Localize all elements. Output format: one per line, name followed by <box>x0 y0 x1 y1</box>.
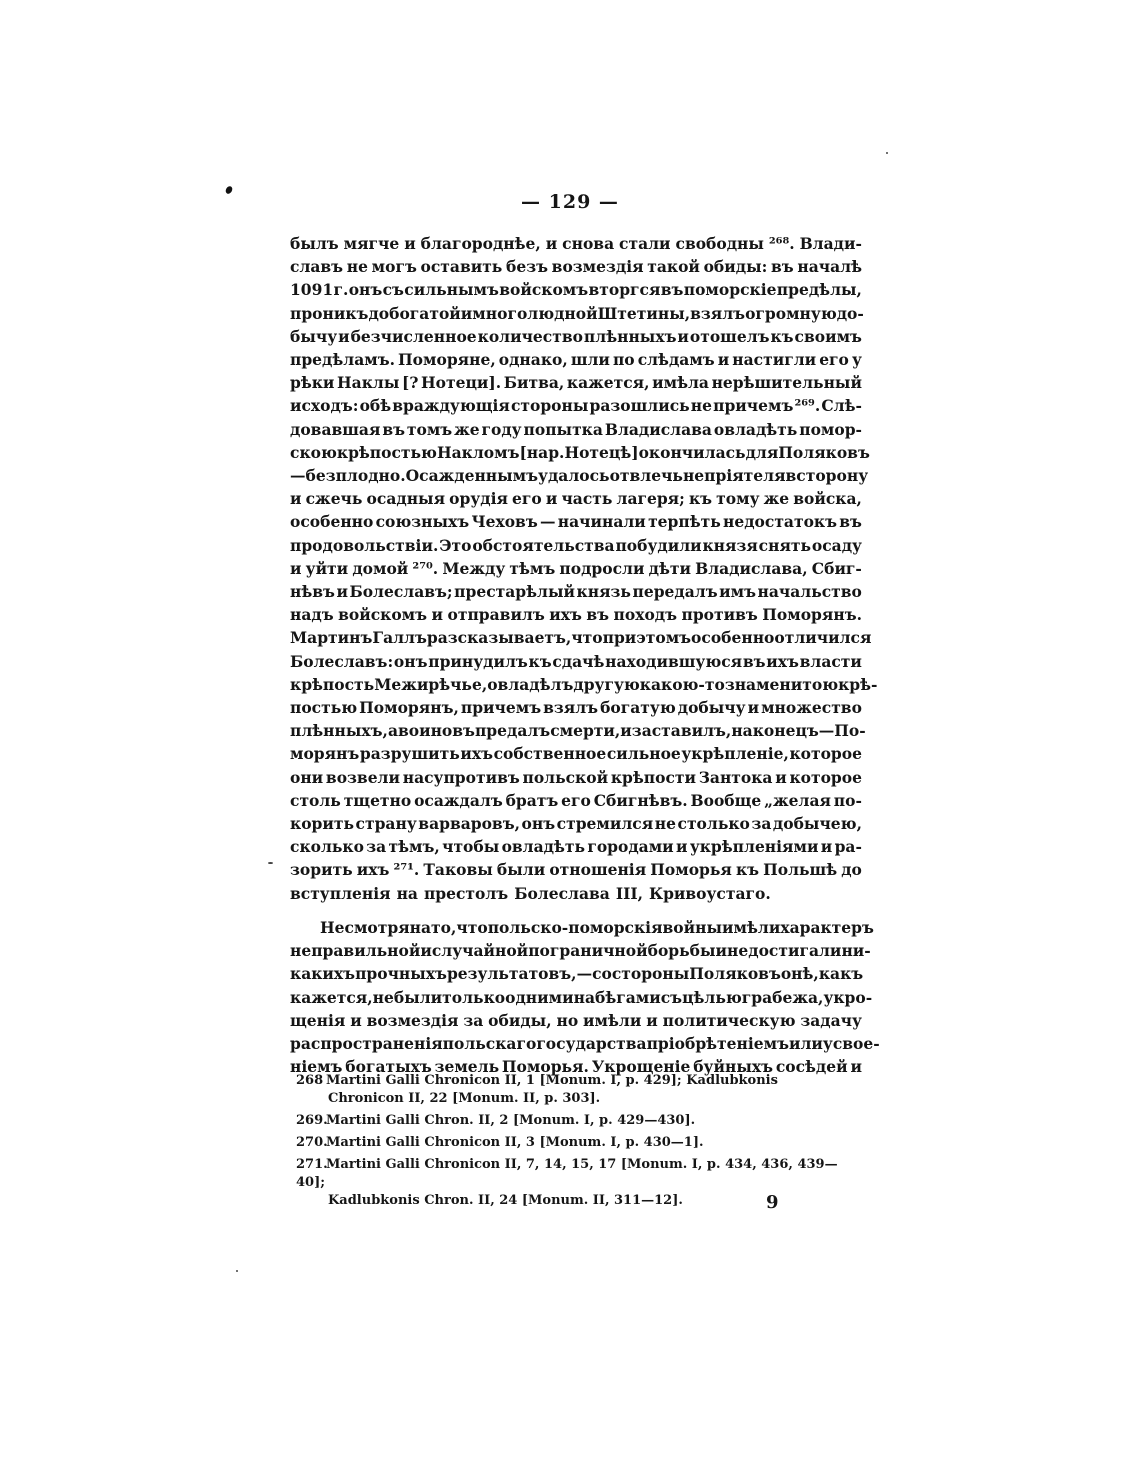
text-line: крѣпость Межирѣчье, овладѣлъ другую какою-то знаменитою крѣ- <box>290 674 878 694</box>
footnote-number: 270. <box>296 1135 328 1150</box>
text-line: постью Поморянъ, причемъ взялъ богатую добычу и множество <box>290 698 862 718</box>
text-line: Болеславъ: онъ принудилъ къ сдачѣ находившуюся въ ихъ власти <box>290 651 862 671</box>
page-number: — 129 — <box>521 191 619 213</box>
text-line: славъ не могъ оставить безъ возмездія такой обиды: въ началѣ <box>290 257 862 277</box>
paragraph-1 <box>290 232 878 905</box>
text-line: неправильной и случайной пограничной борьбы и недостигали ни- <box>290 941 871 961</box>
paragraph-2 <box>290 916 880 1078</box>
footnote-number: 268 <box>296 1073 324 1088</box>
text-line: проникъ до богатой и многолюдной Штетины, взялъ огромную до- <box>290 303 864 323</box>
signature-mark: 9 <box>766 1192 779 1213</box>
text-line: и сжечь осадныя орудія его и часть лагеря; къ тому же войска, <box>290 489 862 509</box>
scan-speck <box>236 1270 238 1272</box>
footnote <box>296 1072 862 1108</box>
text-line: былъ мягче и благороднѣе, и снова стали свободны ²⁶⁸. Влади- <box>290 234 862 253</box>
text-line: нѣвъ и Болеславъ; престарѣлый князь передалъ имъ начальство <box>290 582 862 602</box>
text-line: и уйти домой ²⁷⁰. Между тѣмъ подросли дѣти Владислава, Сбиг- <box>290 558 862 578</box>
text-line: — безплодно. Осажденнымъ удалось отвлечь непріятеля всторону <box>290 466 869 486</box>
footnote <box>296 1112 862 1130</box>
text-line: кажется, не были только одними набѣгами съ цѣлью грабежа, укро- <box>290 987 873 1007</box>
text-line: щенія и возмездія за обиды, но имѣли и политическую задачу <box>290 1010 862 1030</box>
text-line: вступленія на престолъ Болеслава III, Кривоустаго. <box>290 883 771 903</box>
text-line: Мартинъ Галлъ разсказываетъ, что при этомъ особенно отличился <box>290 628 872 648</box>
footnote-text: Martini Galli Chron. II, 2 [Monum. I, p. 429—430]. <box>326 1113 696 1128</box>
text-line: исходъ: обѣ враждующія стороны разошлись не причемъ ²⁶⁹. Слѣ- <box>290 396 862 416</box>
text-line: надъ войскомъ и отправилъ ихъ въ походъ противъ Поморянъ. <box>290 605 862 625</box>
text-line: сколько за тѣмъ, чтобы овладѣть городами и укрѣпленіями и ра- <box>290 837 862 857</box>
text-line: бычу и безчисленное количество плѣнныхъ и отошелъ къ своимъ <box>290 326 862 346</box>
footnote-text: Kadlubkonis Chron. II, 24 [Monum. II, 311—12]. <box>328 1193 683 1208</box>
text-line: какихъ прочныхъ результатовъ, — со стороны Поляковъ онѣ, какъ <box>290 964 864 984</box>
text-line: рѣки Наклы [? Нотеци]. Битва, кажется, имѣла нерѣшительный <box>290 373 862 393</box>
text-line: 1091 г. онъ съ сильнымъ войскомъ вторгся въ поморскіе предѣлы, <box>290 280 862 300</box>
text-line: предѣламъ. Поморяне, однако, шли по слѣдамъ и настигли его у <box>290 350 862 370</box>
text-line: плѣнныхъ, а воиновъ предалъ смерти, и заставилъ, наконецъ—По- <box>290 721 866 741</box>
text-line: они возвели насупротивъ польской крѣпости Зантока и которое <box>290 767 862 787</box>
text-line: скою крѣпостью Накломъ [на р. Нотецѣ] окончилась для Поляковъ <box>290 442 870 462</box>
footnote-text: Martini Galli Chronicon II, 3 [Monum. I, p. 430—1]. <box>326 1135 704 1150</box>
footnote <box>296 1134 862 1152</box>
text-line: корить страну варваровъ, онъ стремился не столько за добычею, <box>290 814 862 834</box>
text-line: продовольствіи. Это обстоятельства побудили князя снять осаду <box>290 535 862 555</box>
footnote-text: Chronicon II, 22 [Monum. II, p. 303]. <box>328 1091 601 1106</box>
scan-speck <box>886 152 888 154</box>
main-text <box>290 232 880 1078</box>
footnote-text: Martini Galli Chronicon II, 1 [Monum. I, p. 429]; Kadlubkonis <box>326 1073 778 1088</box>
text-line: Не смотря на то, что польско-поморскія войны имѣли характеръ <box>320 917 874 937</box>
text-line: ніемъ богатыхъ земель Поморья. Укрощеніе буйныхъ сосѣдей и <box>290 1057 862 1077</box>
footnote-number: 271. <box>296 1157 328 1172</box>
text-line: зорить ихъ ²⁷¹. Таковы были отношенія Поморья къ Польшѣ до <box>290 860 862 880</box>
text-line: распространенія польскаго государства пріобрѣтеніемъ или усвое- <box>290 1033 880 1053</box>
text-line: столь тщетно осаждалъ братъ его Сбигнѣвъ. Вообще „желая по- <box>290 790 862 810</box>
footnote-text: Martini Galli Chronicon II, 7, 14, 15, 17 [Monum. I, p. 434, 436, 439—40]; <box>296 1157 838 1190</box>
text-line: особенно союзныхъ Чеховъ — начинали терпѣть недостатокъ въ <box>290 512 862 532</box>
scan-speck <box>268 862 273 864</box>
footnote-number: 269. <box>296 1113 328 1128</box>
text-line: довавшая въ томъ же году попытка Владислава овладѣть помор- <box>290 419 862 439</box>
text-line: морянъ разрушить ихъ собственное сильное укрѣпленіе, которое <box>290 744 862 764</box>
